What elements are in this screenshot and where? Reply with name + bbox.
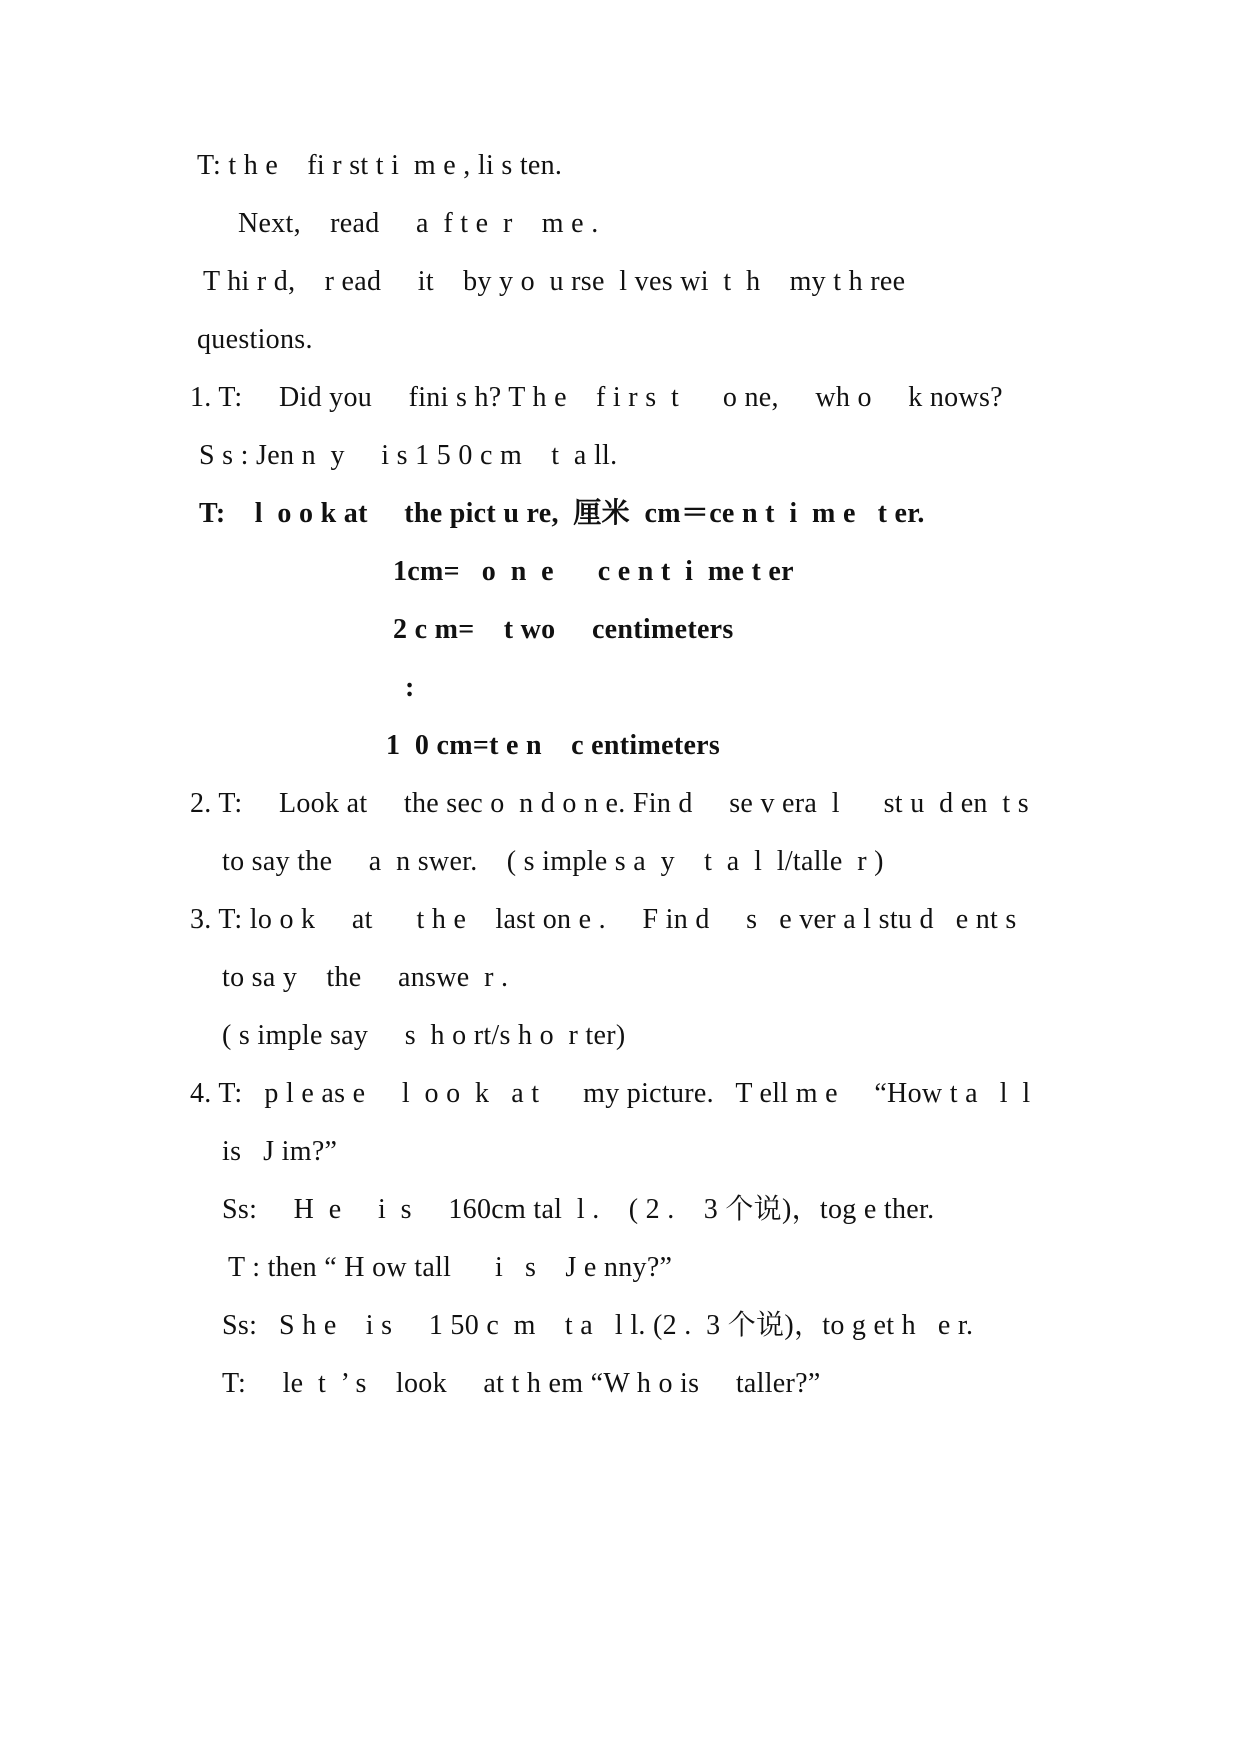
text-line-say-answer: to sa y the answe r . <box>222 962 509 993</box>
text-line-say-answer-tall: to say the a n swer. ( s imple s a y t a l l/talle r ) <box>222 846 884 877</box>
text-line-who-is-taller: T: le t ’ s look at t h em “W h o is taller?” <box>222 1368 821 1399</box>
text-line-how-tall-jenny: T : then “ H ow tall i s J e nny?” <box>228 1252 673 1283</box>
text-line-2cm: 2 c m= t wo centimeters <box>393 614 734 645</box>
text-line-listen: T: t h e fi r st t i m e , li s ten. <box>197 150 563 181</box>
text-line-item-1: 1. T: Did you fini s h? T h e f i r s t o ne, wh o k nows? <box>190 382 1003 413</box>
text-line-she-is-150: Ss: S h e i s 1 50 c m t a l l. (2 . 3 个说)，to g et h e r. <box>222 1310 974 1341</box>
text-line-short-shorter: ( s imple say s h o rt/s h o r ter) <box>222 1020 626 1051</box>
text-line-read-after-me: Next, read a f t e r m e . <box>238 208 599 239</box>
text-line-item-3: 3. T: lo o k at t h e last on e . F in d s e ver a l stu d e nt s <box>190 904 1017 935</box>
text-line-he-is-160: Ss: H e i s 160cm tal l . ( 2 . 3 个说)，tog e ther. <box>222 1194 935 1225</box>
text-line-1cm: 1cm= o n e c e n t i me t er <box>393 556 794 587</box>
text-line-is-jim: is J im?” <box>222 1136 338 1167</box>
text-line-item-4: 4. T: p l e as e l o o k a t my picture. T ell m e “How t a l l <box>190 1078 1031 1109</box>
text-line-questions: questions. <box>197 324 313 355</box>
text-line-jenny-tall: S s : Jen n y i s 1 5 0 c m t a ll. <box>199 440 618 471</box>
text-line-read-yourselves: T hi r d, r ead it by y o u rse l ves wi t h my t h ree <box>203 266 906 297</box>
text-line-10cm: 1 0 cm=t e n c entimeters <box>386 730 721 761</box>
text-line-ellipsis: : <box>405 672 415 703</box>
text-line-centimeter-def: T: l o o k at the pict u re, 厘米 cm＝ce n t i m e t er. <box>199 498 925 529</box>
text-line-item-2: 2. T: Look at the sec o n d o n e. Fin d se v era l st u d en t s <box>190 788 1029 819</box>
